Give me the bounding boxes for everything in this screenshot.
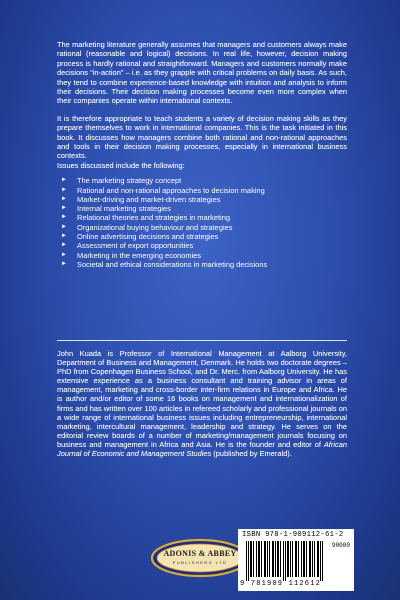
publisher-subtitle: PUBLISHERS LTD (172, 560, 228, 565)
issues-label: Issues discussed include the following: (57, 160, 185, 170)
section-divider (57, 340, 347, 341)
arrowhead-icon: ► (61, 260, 67, 267)
list-item: ► Relational theories and strategies in marketing (61, 213, 230, 223)
list-item: ► Rational and non-rational approaches to decision making (61, 185, 265, 195)
journal-title: African Journal of Economic and Management Studies (57, 439, 347, 459)
arrowhead-icon: ► (61, 214, 67, 221)
list-item: ► The marketing strategy concept (61, 176, 182, 186)
publisher-name: ADONIS & ABBEY (163, 549, 237, 558)
publisher-logo (150, 538, 250, 578)
list-item: ► Marketing in the emerging economies (61, 250, 202, 260)
list-item: ► Societal and ethical considerations in marketing decisions (61, 259, 268, 269)
isbn-barcode (238, 529, 354, 591)
arrowhead-icon: ► (61, 195, 67, 202)
intro-paragraph-2: It is therefore appropriate to teach students a variety of decision making skills as they prepare themselves to work in international companies. This is the task initiated in this book. It discusses how managers combine both rational and non-rational approaches and tools in their decision making processes, especially in international business contexts. (57, 113, 347, 161)
arrowhead-icon: ► (61, 242, 67, 249)
arrowhead-icon: ► (61, 251, 67, 258)
author-bio (57, 349, 347, 458)
publisher-oval-logo (150, 538, 250, 578)
list-item: ► Assessment of export opportunities (61, 241, 194, 251)
arrowhead-icon: ► (61, 177, 67, 184)
arrowhead-icon: ► (61, 186, 67, 193)
topics-list (57, 176, 347, 269)
author-bio-text: John Kuada is Professor of International Management at Aalborg University, Department of Business and Management, Denmark. He holds two doctorate degrees – PhD from Copenhagen Business School, and Dr. Merc. from Aalborg University. He has extensive experience as a business consultant and training advisor in areas of management, marketing and cross-border inter-firm relations in Europe and Africa. He is author and/or editor of some 16 books on management and internationalization of firms and has written over 100 articles in refereed scholarly and professional journals on a wide range of international business issues including entrepreneurship, international marketing, intercultural management, leadership and strategy. He serves on the editorial review boards of a number of marketing/management journals focusing on business and management in Africa and Asia. He is the founder and editor of African Journal of Economic and Management Studies (published by Emerald). (57, 349, 347, 459)
list-item: ► Online advertising decisions and strategies (61, 232, 219, 242)
arrowhead-icon: ► (61, 205, 67, 212)
list-item: ► Internal marketing strategies (61, 204, 171, 214)
list-item: ► Market-driving and market-driven strategies (61, 194, 221, 204)
list-item: ► Organizational buying behaviour and strategies (61, 222, 233, 232)
arrowhead-icon: ► (61, 233, 67, 240)
back-cover-blurb (57, 40, 347, 269)
barcode-digits: 9 781909 112612 (240, 580, 322, 588)
arrowhead-icon: ► (61, 223, 67, 230)
price-code: 90000 (331, 542, 350, 549)
barcode-bars (246, 541, 326, 581)
isbn-number: ISBN 978-1-909112-61-2 (242, 531, 344, 539)
intro-paragraph-1: The marketing literature generally assumes that managers and customers always make rational (reasonable and logical) decisions. In real life, however, decision making process is hardly rational and straightforward. Managers and customers normally make decisions “in-action” – i.e. as they grapple with critical problems on daily basis. As such, they tend to combine experience-based knowledge with intuition and analysis to inform their decisions. Their decision making processes become even more complex when their companies operate within international contexts. (57, 40, 347, 106)
